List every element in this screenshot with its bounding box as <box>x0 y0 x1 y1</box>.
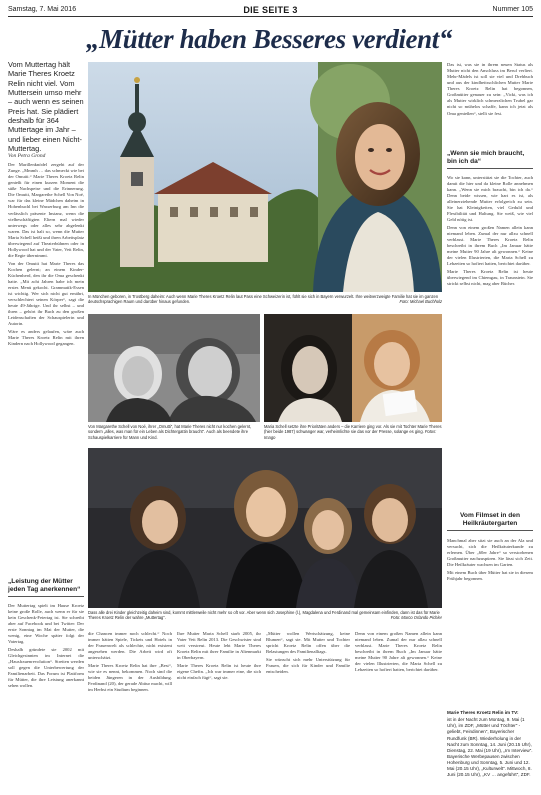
issue-date: Samstag, 7. Mai 2016 <box>8 6 77 13</box>
paragraph: Denn von einem großen Namen allein kann niemand leben. Zumal der nur allzu schnell verblasst. Marie Theres Kroetz Relin beschreibt in ihrem Buch „Im Januar hätte meine Mutter 90 Jahre alt gewonnen.“ Keine der vielen Illustrierten, die Maria Schell zu Lebzeiten so hofiert hatten, berichtet darüber. <box>447 225 533 267</box>
main-photo-image <box>88 62 442 292</box>
right-column-intro <box>447 62 533 148</box>
paragraph: Wäre es anders gelaufen, wäre auch Marie Theres Kroetz Relin mit ihren Kindern nach Hollywood gegangen. <box>8 328 84 346</box>
grandma-photo-image <box>88 314 260 422</box>
family-photo <box>88 448 442 608</box>
grandma-caption: Von Margarethe Schell von Noé, ihrer „Omutti“, hat Marie Theres nicht nur kochen gelernt, sondern „alles, was man für ein Leben als Dichtergattin braucht“. Auch als beendete ihre Schauspielkarriere für Mann und Kind. <box>88 424 252 440</box>
main-caption <box>88 294 442 310</box>
subhead-rule <box>8 596 84 597</box>
header-rule <box>8 16 533 17</box>
infobox-title: Marie Theres Kroetz Relin im TV: <box>447 710 519 715</box>
subhead-rule <box>447 530 533 531</box>
main-photo <box>88 62 442 292</box>
section-title: DIE SEITE 3 <box>243 5 298 15</box>
caption-text: Maria Schell setzte ihre Prioritäten anders – die Karriere ging vor. Als sie mit Tochter Marie Theres (hier beide 1987) schwanger war, verheimlichte sie das vor der Presse, solange es ging. <box>264 424 442 435</box>
column-5 <box>355 631 442 791</box>
subhead-filmset <box>447 512 533 531</box>
paragraph: Der Marillenknödel zergeht auf der Zunge. „Mmmh … das schmeckt wie bei der Omutti.“ Marie Theres Kroetz Relin genießt für einen kurzen Moment die süße Nachspeise und die Erinnerung. Die Omutti, Margarethe Schell Von Noé, war für das kleine Mädchen daheim in Hohenbuchl bei Wasserburg am Inn die verlässlich präsente Instanz, wenn die vielbeschäftigten Eltern mal wieder unterwegs oder alles sehr abgelenkt waren. Das ist halt so, wenn die Mutter Maria Schell heißt und ihren Arbeitsplatz überwiegend auf Theaterbühnen oder in Hollywood hat und der Vater, Veit Relin, die Regie übernimmt. <box>8 162 84 258</box>
subhead-text: „Leistung der Mütter jeden Tag anerkennen“ <box>8 578 81 593</box>
headline: „Mütter haben Besseres verdient“ <box>86 24 452 54</box>
photo-credit: Foto: Michael Buchholz <box>399 299 442 305</box>
film-column <box>447 538 533 706</box>
photo-credit: Fotos: Imago <box>264 429 437 440</box>
subhead-braucht <box>447 150 533 169</box>
paragraph: Wo sie kann, unterstützt sie die Tochter, auch damit die hier und da kleine Rolle annehmen kann. „Wenn sie mich braucht, bin ich da.“ Denn beide wissen, wie hart es ist, als alleinerziehende Mutter erfolgreich zu sein. Sie hat Kleinigkeiten, viel Geduld und Flexibilität und Haltung. Sie weiß, wie viel Geld nötig ist. <box>447 175 533 223</box>
family-photo-image <box>88 448 442 608</box>
column-4 <box>266 631 350 791</box>
paragraph: Der Muttertag spielt im Hause Kroetz keine große Rolle, auch wenn er für sie kein Geschenk-Feiertag ist. Sie schreibt aber auf Facebook und bei Twitter: Der erste Sonntag im Mai der Mutter, die wenig, eine Woche später folgt der Vatertag. <box>8 603 84 645</box>
subhead-text: Vom Filmset in den Heilkräutergarten <box>460 512 520 527</box>
byline: Von Petra Grond <box>8 153 46 159</box>
paragraph: Deshalb gründete sie 2002 mit Gleichgesinnten im Internet die „Hausfrauenrevolution“. Streiten werden soll gegen die Unterbewertung der Familienarbeit. Das Forum ist Plattform für Mütter, die ihre Leistung anerkannt sehen wollen. <box>8 646 84 689</box>
caption-text: Dass alle drei Kinder gleichzeitig daheim sind, kommt mittlerweile nicht mehr so oft vor. Aber wenn sich Josephine (l.), Magdalena und Ferdinand mal gemeinsam einfinden, dann ist das für Marie Theres Kroetz Relin der wahre „Muttertag“. <box>88 610 440 621</box>
paragraph: die Chancen immer noch schlecht.“ Noch immer hätten Spiele, Tickets und Hotels in der Frauenwelt als schlechte, nicht existent angesehen werden. Die Arbeit wird oft unterschätzt. <box>88 631 172 661</box>
paragraph: Marie Theres Kroetz Relin ist heute ihre eigene Chefin. „Ich war immer eine, die sich nicht einfach fügt“, sagt sie. <box>177 662 261 680</box>
grandma-photo <box>88 314 260 422</box>
tv-infobox <box>447 710 533 790</box>
right-column-body <box>447 175 533 507</box>
paragraph: Marie Theres Kroetz Relin ist heute überwiegend im Chiemgau, in Traunstein. Sie strickt selbst nicht, mag aber Bücher. <box>447 268 533 287</box>
caption-text: In München geboren, in Trostberg daheim: Auch wenn Marie Theres Kroetz Relin laut Pass eine Schweizerin ist, fühlt sie sich in Bayern verwurzelt. Ihre weitverzweigte Familie hat sie im ganzen deutschsprachigen Raum und darüber hinaus gefunden. <box>88 294 439 305</box>
mother-photo-image <box>264 314 442 422</box>
photo-credit: Foto: Marco Orlando Pichler <box>390 615 442 621</box>
column-1 <box>8 162 84 572</box>
mother-caption <box>264 424 442 444</box>
paragraph: „Mütter wollen Wertschätzung, keine Blumen“, sagt sie. Mit Mutter und Tochter spricht Kroetz Relin offen über die Belastungen des Familienalltags. <box>266 631 350 655</box>
paragraph: Marie Theres Kroetz Relin hat ihre „Best“, wie sie es nennt, bekommen. Noch sind die beiden Jüngeren in der Ausbildung. Ferdinand (20), der gerade Abitur macht, will im Herbst ein Studium beginnen. <box>88 662 172 693</box>
paragraph: Mit einem Buch über Mütter hat sie in diesem Frühjahr begonnen. <box>447 569 533 581</box>
paragraph: Denn von einem großen Namen allein kann niemand leben. Zumal der nur allzu schnell verblasst. Marie Theres Kroetz Relin beschreibt in ihrem Buch „Im Januar hätte meine Mutter 90 Jahre alt gewonnen.“ Keine der vielen Illustrierten, die Maria Schell zu Lebzeiten so hofiert hatten, berichtet darüber. <box>355 631 442 673</box>
paragraph: Von der Omutti hat Marie Theres das Kochen gelernt; an einem Kinder-Küchenherd, den ihr die Oma geschenkt hatte. „Mit acht Jahren habe ich mein erstes Menü gekocht. Grammatik-Essen ist wichtig. Wer sich nicht gut ernährt, verschlechtert seinen Körper“, sagt die heute 49-Jährige. Und ihr selbst – und ihren – gehört ihr Buch zu den großen Leidenschaften der Schauspielerin und Autorin. <box>8 260 84 327</box>
mother-photo <box>264 314 442 422</box>
paragraph: Das ist, was sie in ihrem neuen Status als Mutter nicht den Anschluss im Beruf verliert. Mehr-Mädels ist soll sie viel und Drehbuch und aus der kindheitsschlichen Mutter Marie Theres Kroetz Relin hat begonnen, Großmütter genauer zu sein: „Vicki, was ich als Mutter wirklich schmerzlichen Trubel gar nicht so mühelos schaffe, kann ich jetzt als Oma genießen“, stellt sie fest. <box>447 62 533 116</box>
column-1b <box>8 603 84 788</box>
issue-number: Nummer 105 <box>492 6 533 13</box>
paragraph: Sie wünscht sich mehr Unterstützung für Frauen, die sich für Kinder und Familie entscheiden. <box>266 656 350 674</box>
paragraph: Manchmal aber sitzt sie auch an der Ala und versucht, sich die Heilkräuterkunde zu erlernen. Über „60er Jahre“ so verstorbenen Großmutter nachzuspüren. Sie lässt sich Zeit. Die Heilkräuter wachsen im Garten. <box>447 538 533 568</box>
infobox-text: ist in der Nacht zum Montag, 9. Mai (1 Uhr), im ZDF, „Mütter und Töchter“ - geliebt, Feindinnen“, Bayerischer Rundfunk (BR). Wiederholung in der Nacht zum Sonntag, 14. Juni (20.15 Uhr), Dienstag, 22. Mai (19 Uhr), „Im Interview“. Bayerische Werbepausen zwischen Hohenburg und Sonntag, 5. Juni und 12. Mai (20.15 Uhr), „Kulturwelt“. Mittwoch, 8. Juni (20.15 Uhr), „KV … angeführt“, ZDF. <box>447 717 533 778</box>
subhead-rule <box>447 168 533 169</box>
paragraph: Ihre Mutter Maria Schell starb 2005, ihr Vater Veit Relin 2013. Die Geschwister sind weit verstreut. Heute lebt Marie Theres Kroetz Relin mit ihrer Familie in Altenmarkt in Oberbayern. <box>177 631 261 661</box>
column-2 <box>88 631 172 791</box>
article-dek: Vom Muttertag hält Marie Theres Kroetz Relin nicht viel. Vom Muttersein umso mehr – auch wenn es seinen Preis hat. Sie plädiert deshalb für 364 Muttertage im Jahr – und lieber einen Nicht-Muttertag. <box>8 60 84 153</box>
family-caption <box>88 610 442 627</box>
subhead-leistung <box>8 578 84 597</box>
subhead-text: „Wenn sie mich braucht, bin ich da“ <box>447 150 525 165</box>
column-3 <box>177 631 261 791</box>
